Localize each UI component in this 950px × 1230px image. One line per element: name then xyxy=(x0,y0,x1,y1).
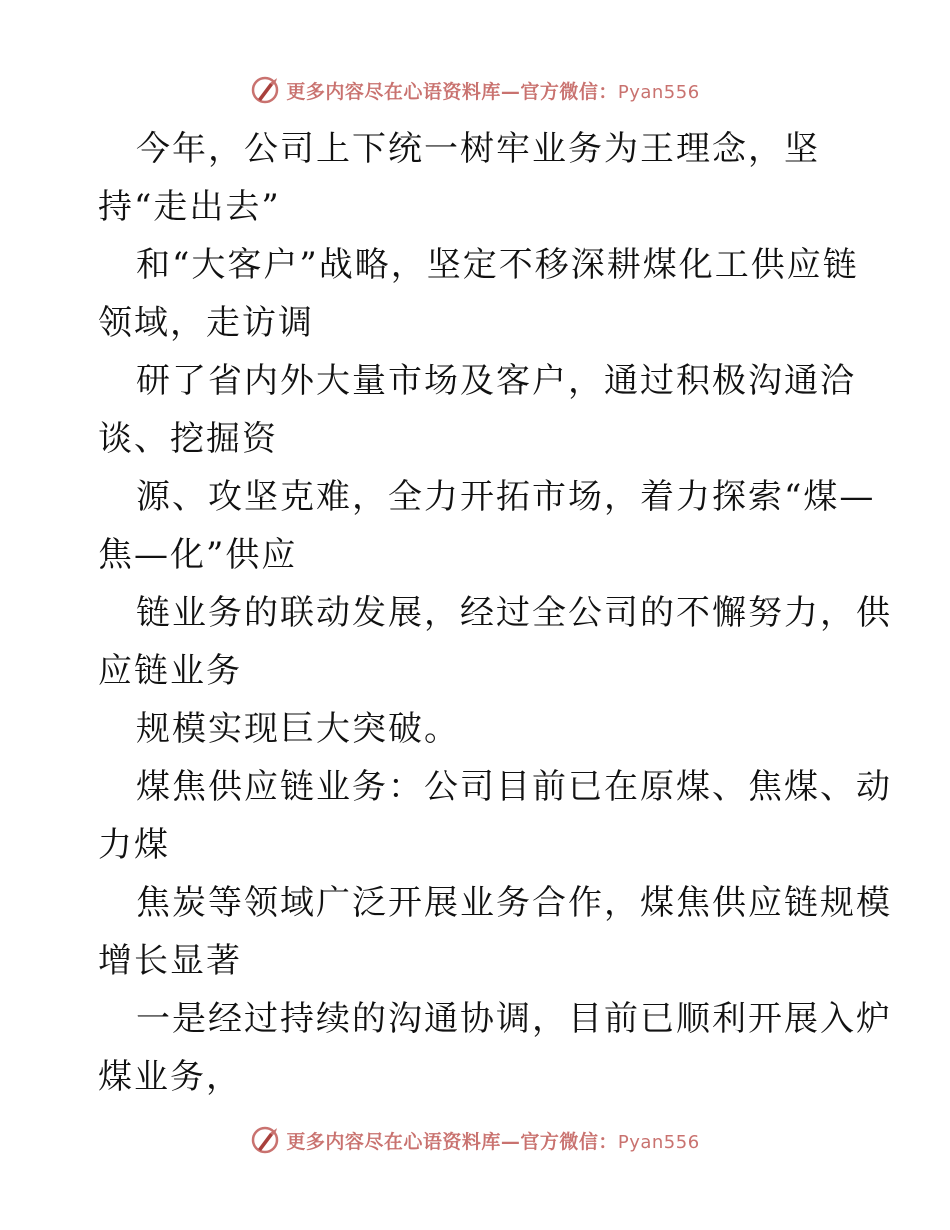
quill-pen-logo-icon xyxy=(250,75,280,105)
body-line: 增长显著 xyxy=(98,941,242,981)
body-line: 力煤 xyxy=(98,825,170,865)
footer-watermark-text: 更多内容尽在心语资料库—官方微信：Pyan556 xyxy=(286,1130,700,1153)
body-line: 链业务的联动发展，经过全公司的不懈努力，供 xyxy=(136,593,892,633)
header-wechat-id: Pyan556 xyxy=(617,81,700,103)
body-line: 规模实现巨大突破。 xyxy=(136,709,460,749)
body-line: 领域，走访调 xyxy=(98,303,314,343)
body-line: 研了省内外大量市场及客户，通过积极沟通洽 xyxy=(136,361,856,401)
body-line: 焦—化”供应 xyxy=(98,535,298,575)
body-line: 今年，公司上下统一树牢业务为王理念，坚 xyxy=(136,129,820,169)
header-watermark xyxy=(0,70,950,110)
body-line: 焦炭等领域广泛开展业务合作，煤焦供应链规模 xyxy=(136,883,892,923)
quill-pen-logo-icon xyxy=(250,1125,280,1155)
body-line: 煤业务， xyxy=(98,1057,242,1097)
footer-watermark xyxy=(0,1120,950,1160)
body-line: 源、攻坚克难，全力开拓市场，着力探索“煤— xyxy=(136,477,876,517)
body-line: 持“走出去” xyxy=(98,187,281,227)
body-line: 应链业务 xyxy=(98,651,242,691)
document-body xyxy=(98,120,892,1106)
body-line: 一是经过持续的沟通协调，目前已顺利开展入炉 xyxy=(136,999,892,1039)
body-line: 煤焦供应链业务：公司目前已在原煤、焦煤、动 xyxy=(136,767,892,807)
header-watermark-text: 更多内容尽在心语资料库—官方微信：Pyan556 xyxy=(286,80,700,103)
body-line: 谈、挖掘资 xyxy=(98,419,278,459)
footer-wechat-id: Pyan556 xyxy=(617,1131,700,1153)
body-line: 和“大客户”战略，坚定不移深耕煤化工供应链 xyxy=(136,245,859,285)
